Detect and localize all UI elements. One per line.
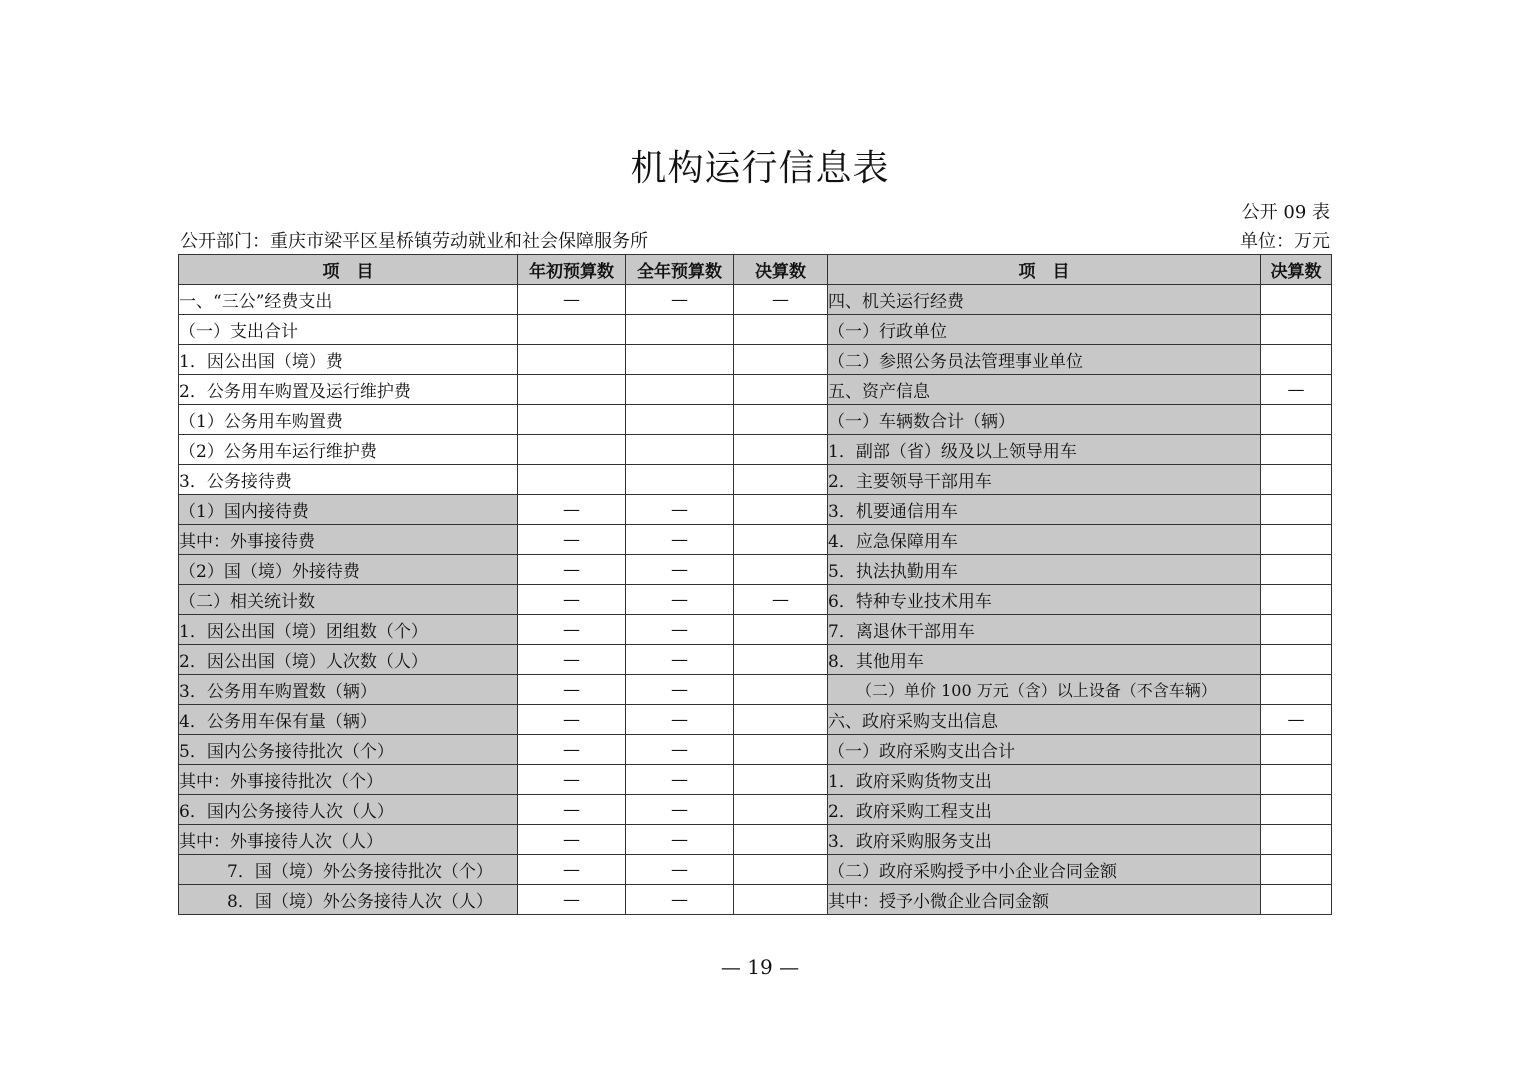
cell-final-right <box>1261 675 1332 705</box>
header-budget-initial: 年初预算数 <box>518 255 626 285</box>
cell-budget-full: — <box>626 285 734 315</box>
cell-final-left <box>734 345 828 375</box>
cell-final-left: — <box>734 585 828 615</box>
cell-budget-full: — <box>626 645 734 675</box>
cell-final-left <box>734 705 828 735</box>
row-item-left: 其中：外事接待人次（人） <box>179 825 518 855</box>
cell-final-left <box>734 435 828 465</box>
table-header-row <box>179 255 1332 285</box>
cell-budget-initial: — <box>518 795 626 825</box>
header-item-left: 项 目 <box>179 255 518 285</box>
cell-budget-initial: — <box>518 765 626 795</box>
cell-budget-initial: — <box>518 615 626 645</box>
row-item-left: 其中：外事接待费 <box>179 525 518 555</box>
row-item-right: （二）参照公务员法管理事业单位 <box>828 345 1261 375</box>
row-item-right: （二）政府采购授予中小企业合同金额 <box>828 855 1261 885</box>
cell-budget-initial: — <box>518 735 626 765</box>
cell-final-left <box>734 465 828 495</box>
unit-label: 单位：万元 <box>1240 231 1330 252</box>
table-row <box>179 795 1332 825</box>
row-item-left: 8．国（境）外公务接待人次（人） <box>179 885 518 915</box>
row-item-right: 1．副部（省）级及以上领导用车 <box>828 435 1261 465</box>
row-item-right: （一）政府采购支出合计 <box>828 735 1261 765</box>
cell-final-left <box>734 495 828 525</box>
row-item-left: 1．因公出国（境）费 <box>179 345 518 375</box>
cell-budget-full: — <box>626 615 734 645</box>
row-item-right: （一）行政单位 <box>828 315 1261 345</box>
row-item-right: （二）单价 100 万元（含）以上设备（不含车辆） <box>828 675 1261 705</box>
table-row <box>179 855 1332 885</box>
form-number: 公开 09 表 <box>1241 202 1330 223</box>
cell-budget-full: — <box>626 795 734 825</box>
table-row <box>179 705 1332 735</box>
cell-budget-initial <box>518 345 626 375</box>
table-row <box>179 465 1332 495</box>
cell-budget-full: — <box>626 765 734 795</box>
cell-budget-full <box>626 345 734 375</box>
cell-budget-initial: — <box>518 855 626 885</box>
cell-budget-full: — <box>626 555 734 585</box>
table-row <box>179 735 1332 765</box>
table-row <box>179 645 1332 675</box>
row-item-right: （一）车辆数合计（辆） <box>828 405 1261 435</box>
cell-budget-full: — <box>626 735 734 765</box>
cell-budget-initial: — <box>518 885 626 915</box>
cell-final-right <box>1261 855 1332 885</box>
cell-final-left <box>734 555 828 585</box>
cell-final-right <box>1261 345 1332 375</box>
cell-budget-initial: — <box>518 675 626 705</box>
row-item-left: 7．国（境）外公务接待批次（个） <box>179 855 518 885</box>
cell-budget-initial <box>518 435 626 465</box>
cell-final-left <box>734 315 828 345</box>
cell-budget-initial <box>518 405 626 435</box>
cell-budget-initial: — <box>518 825 626 855</box>
cell-budget-initial: — <box>518 285 626 315</box>
row-item-left: 1．因公出国（境）团组数（个） <box>179 615 518 645</box>
cell-final-left: — <box>734 285 828 315</box>
cell-final-right <box>1261 405 1332 435</box>
table-row <box>179 435 1332 465</box>
row-item-right: 6．特种专业技术用车 <box>828 585 1261 615</box>
table-row <box>179 495 1332 525</box>
cell-final-right: — <box>1261 705 1332 735</box>
cell-budget-full <box>626 435 734 465</box>
cell-budget-full: — <box>626 855 734 885</box>
row-item-right: 五、资产信息 <box>828 375 1261 405</box>
cell-budget-initial <box>518 315 626 345</box>
cell-final-left <box>734 735 828 765</box>
cell-budget-initial: — <box>518 555 626 585</box>
table-row <box>179 315 1332 345</box>
row-item-right: 5．执法执勤用车 <box>828 555 1261 585</box>
cell-budget-full: — <box>626 675 734 705</box>
cell-budget-initial: — <box>518 705 626 735</box>
table-row <box>179 525 1332 555</box>
row-item-left: 一、“三公”经费支出 <box>179 285 518 315</box>
table-row <box>179 555 1332 585</box>
page-number: — 19 — <box>720 955 800 979</box>
cell-final-right <box>1261 285 1332 315</box>
table-row <box>179 285 1332 315</box>
cell-final-right <box>1261 795 1332 825</box>
cell-final-right <box>1261 495 1332 525</box>
row-item-left: （2）国（境）外接待费 <box>179 555 518 585</box>
cell-final-right <box>1261 765 1332 795</box>
cell-budget-full <box>626 465 734 495</box>
cell-budget-initial: — <box>518 495 626 525</box>
row-item-left: 2．公务用车购置及运行维护费 <box>179 375 518 405</box>
row-item-left: （1）国内接待费 <box>179 495 518 525</box>
table-row <box>179 585 1332 615</box>
header-budget-full: 全年预算数 <box>626 255 734 285</box>
cell-final-right <box>1261 825 1332 855</box>
row-item-right: 4．应急保障用车 <box>828 525 1261 555</box>
cell-final-right <box>1261 645 1332 675</box>
row-item-left: 6．国内公务接待人次（人） <box>179 795 518 825</box>
cell-budget-full: — <box>626 525 734 555</box>
row-item-right: 2．政府采购工程支出 <box>828 795 1261 825</box>
cell-budget-full: — <box>626 885 734 915</box>
cell-final-left <box>734 645 828 675</box>
cell-budget-full <box>626 375 734 405</box>
cell-budget-full: — <box>626 825 734 855</box>
row-item-left: 3．公务用车购置数（辆） <box>179 675 518 705</box>
header-final-left: 决算数 <box>734 255 828 285</box>
row-item-left: （一）支出合计 <box>179 315 518 345</box>
cell-final-right <box>1261 315 1332 345</box>
cell-final-right <box>1261 435 1332 465</box>
cell-budget-initial: — <box>518 645 626 675</box>
table-row <box>179 405 1332 435</box>
row-item-right: 8．其他用车 <box>828 645 1261 675</box>
row-item-right: 六、政府采购支出信息 <box>828 705 1261 735</box>
row-item-right: 其中：授予小微企业合同金额 <box>828 885 1261 915</box>
row-item-right: 3．机要通信用车 <box>828 495 1261 525</box>
cell-budget-full <box>626 315 734 345</box>
row-item-left: 5．国内公务接待批次（个） <box>179 735 518 765</box>
row-item-right: 3．政府采购服务支出 <box>828 825 1261 855</box>
header-item-right: 项 目 <box>828 255 1261 285</box>
row-item-right: 四、机关运行经费 <box>828 285 1261 315</box>
department-label: 公开部门：重庆市梁平区星桥镇劳动就业和社会保障服务所 <box>180 231 648 252</box>
cell-final-left <box>734 795 828 825</box>
cell-final-right <box>1261 885 1332 915</box>
row-item-left: （2）公务用车运行维护费 <box>179 435 518 465</box>
cell-final-left <box>734 885 828 915</box>
cell-budget-initial: — <box>518 525 626 555</box>
cell-final-right <box>1261 555 1332 585</box>
cell-final-left <box>734 405 828 435</box>
table-row <box>179 675 1332 705</box>
row-item-left: （1）公务用车购置费 <box>179 405 518 435</box>
cell-budget-full <box>626 405 734 435</box>
cell-final-right <box>1261 735 1332 765</box>
row-item-right: 2．主要领导干部用车 <box>828 465 1261 495</box>
row-item-left: （二）相关统计数 <box>179 585 518 615</box>
table-row <box>179 825 1332 855</box>
cell-final-left <box>734 375 828 405</box>
row-item-right: 7．离退休干部用车 <box>828 615 1261 645</box>
info-table <box>178 254 1332 915</box>
cell-budget-initial <box>518 375 626 405</box>
cell-final-left <box>734 525 828 555</box>
cell-final-right <box>1261 525 1332 555</box>
cell-budget-full: — <box>626 495 734 525</box>
cell-final-left <box>734 855 828 885</box>
table-row <box>179 375 1332 405</box>
row-item-right: 1．政府采购货物支出 <box>828 765 1261 795</box>
cell-budget-initial <box>518 465 626 495</box>
cell-budget-initial: — <box>518 585 626 615</box>
cell-final-right: — <box>1261 375 1332 405</box>
cell-final-left <box>734 825 828 855</box>
cell-final-left <box>734 615 828 645</box>
cell-final-right <box>1261 615 1332 645</box>
row-item-left: 2．因公出国（境）人次数（人） <box>179 645 518 675</box>
row-item-left: 4．公务用车保有量（辆） <box>179 705 518 735</box>
page-title: 机构运行信息表 <box>630 148 890 189</box>
table-row <box>179 885 1332 915</box>
cell-final-left <box>734 765 828 795</box>
cell-budget-full: — <box>626 705 734 735</box>
cell-final-left <box>734 675 828 705</box>
cell-final-right <box>1261 465 1332 495</box>
row-item-left: 3．公务接待费 <box>179 465 518 495</box>
row-item-left: 其中：外事接待批次（个） <box>179 765 518 795</box>
table-row <box>179 765 1332 795</box>
cell-budget-full: — <box>626 585 734 615</box>
cell-final-right <box>1261 585 1332 615</box>
header-final-right: 决算数 <box>1261 255 1332 285</box>
table-row <box>179 345 1332 375</box>
table-row <box>179 615 1332 645</box>
